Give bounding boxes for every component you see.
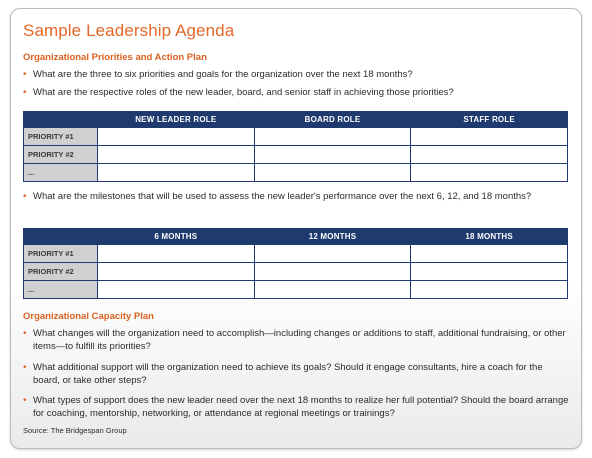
table-row bbox=[24, 164, 568, 182]
bullet-icon: • bbox=[23, 87, 27, 98]
row-label: PRIORITY #1 bbox=[24, 245, 98, 263]
row-label: PRIORITY #1 bbox=[24, 128, 98, 146]
bullet-icon: • bbox=[23, 328, 27, 339]
table-cell bbox=[98, 245, 255, 263]
table-row bbox=[24, 263, 568, 281]
table-header-cell: STAFF ROLE bbox=[411, 112, 568, 128]
section-heading-capacity: Organizational Capacity Plan bbox=[23, 311, 154, 322]
agenda-card bbox=[10, 8, 582, 449]
roles-table bbox=[23, 111, 568, 182]
table-row bbox=[24, 128, 568, 146]
table-cell bbox=[254, 146, 411, 164]
bullet-item: • What additional support will the organization need to achieve its goals? Should it engage consultants, hire a coach for the board, or take other steps? bbox=[23, 362, 543, 386]
table-corner-cell bbox=[24, 229, 98, 245]
table-cell bbox=[98, 263, 255, 281]
table-cell bbox=[411, 281, 568, 299]
table-header-row bbox=[24, 229, 568, 245]
table-row bbox=[24, 281, 568, 299]
row-label: PRIORITY #2 bbox=[24, 263, 98, 281]
bullet-item: • What are the milestones that will be used to assess the new leader's performance over the next 6, 12, and 18 months? bbox=[23, 191, 532, 202]
table-cell bbox=[254, 281, 411, 299]
table-row bbox=[24, 245, 568, 263]
table-header-row bbox=[24, 112, 568, 128]
source-note: Source: The Bridgespan Group bbox=[23, 426, 127, 435]
table-header-cell: 6 MONTHS bbox=[98, 229, 255, 245]
table-corner-cell bbox=[24, 112, 98, 128]
bullet-item: • What types of support does the new leader need over the next 18 months to realize her full potential? Should the board arrange for coaching, mentorship, networking, or attendance at regional meetings or trainings? bbox=[23, 395, 569, 419]
table-cell bbox=[411, 263, 568, 281]
bullet-icon: • bbox=[23, 69, 27, 80]
table-header-cell: 18 MONTHS bbox=[411, 229, 568, 245]
page-title: Sample Leadership Agenda bbox=[23, 21, 235, 40]
table-cell bbox=[98, 128, 255, 146]
table-cell bbox=[411, 128, 568, 146]
section-heading-priorities: Organizational Priorities and Action Plan bbox=[23, 52, 207, 63]
table-cell bbox=[254, 263, 411, 281]
table-header-cell: BOARD ROLE bbox=[254, 112, 411, 128]
table-cell bbox=[98, 146, 255, 164]
table-cell bbox=[411, 245, 568, 263]
row-label: PRIORITY #2 bbox=[24, 146, 98, 164]
table-cell bbox=[411, 146, 568, 164]
bullet-item: • What are the three to six priorities and goals for the organization over the next 18 months? bbox=[23, 69, 413, 80]
bullet-item: • What changes will the organization need to accomplish—including changes or additions to staff, additional fundraising, or other items—to fulfill its priorities? bbox=[23, 328, 566, 352]
bullet-item: • What are the respective roles of the new leader, board, and senior staff in achieving those priorities? bbox=[23, 87, 454, 98]
bullet-icon: • bbox=[23, 395, 27, 406]
table-cell bbox=[98, 164, 255, 182]
table-cell bbox=[254, 128, 411, 146]
table-cell bbox=[254, 164, 411, 182]
bullet-icon: • bbox=[23, 362, 27, 373]
milestones-table bbox=[23, 228, 568, 299]
table-header-cell: NEW LEADER ROLE bbox=[98, 112, 255, 128]
table-cell bbox=[411, 164, 568, 182]
table-cell bbox=[254, 245, 411, 263]
table-header-cell: 12 MONTHS bbox=[254, 229, 411, 245]
table-cell bbox=[98, 281, 255, 299]
table-row bbox=[24, 146, 568, 164]
row-label: ... bbox=[24, 164, 98, 182]
bullet-icon: • bbox=[23, 191, 27, 202]
row-label: ... bbox=[24, 281, 98, 299]
